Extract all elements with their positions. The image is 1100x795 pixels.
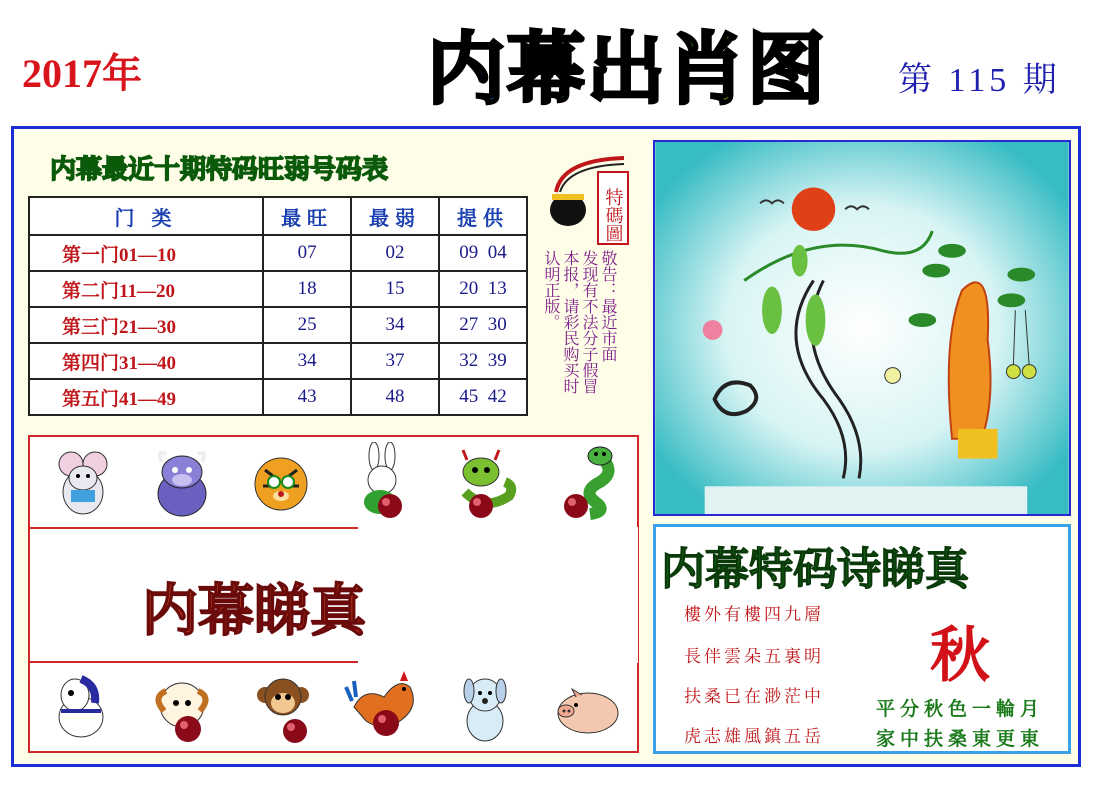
zodiac-row-bottom: [30, 661, 637, 751]
horse-icon: [41, 667, 121, 747]
poem-line: 長伴雲朵五裏明: [684, 647, 824, 667]
poem-title: [657, 528, 1057, 598]
puzzle-picture: [653, 140, 1071, 516]
provide-cell: 20 13: [439, 271, 527, 307]
seal-text: 特碼圖: [602, 188, 624, 242]
notice-line: 敬告：最近市面: [599, 250, 618, 362]
ox-icon: [142, 442, 222, 522]
group-cell: 第一门01—10: [29, 235, 263, 271]
couplet-line: 家中扶桑東更東: [876, 728, 1045, 750]
tiger-icon: [243, 442, 323, 522]
couplet-line: 平分秋色一輪月: [876, 698, 1045, 720]
snake-icon: [546, 442, 626, 522]
table-row: [29, 343, 527, 379]
header-group: 门 类: [29, 197, 263, 235]
rat-icon: [41, 442, 121, 522]
notice-line: 发现有不法分子假冒: [580, 250, 599, 394]
table-row: [29, 307, 527, 343]
hot-cell: 43: [263, 379, 351, 415]
zodiac-row-top: [30, 437, 637, 529]
monkey-icon: [243, 667, 323, 747]
table-header-row: [29, 197, 527, 235]
rooster-icon: [344, 667, 424, 747]
table-row: [29, 271, 527, 307]
header-provide: 提供: [439, 197, 527, 235]
cold-cell: 15: [351, 271, 439, 307]
seal-emblem: [546, 150, 632, 246]
group-cell: 第三门21—30: [29, 307, 263, 343]
rabbit-icon: [344, 442, 424, 522]
table-row: [29, 235, 527, 271]
group-cell: 第二门11—20: [29, 271, 263, 307]
center-title-text: 内幕睇真: [142, 579, 366, 644]
notice-line: 本报，请彩民购买时: [561, 250, 580, 394]
logo-text: 内幕出肖图: [426, 26, 828, 112]
issue-number: 第 115 期: [898, 62, 1061, 99]
poem-line: 樓外有樓四九層: [684, 605, 824, 625]
hot-cell: 07: [263, 235, 351, 271]
table-title: [50, 152, 510, 184]
table-row: [29, 379, 527, 415]
poem-line: 虎志雄風鎮五岳: [684, 727, 824, 747]
hot-cell: 18: [263, 271, 351, 307]
cold-cell: 34: [351, 307, 439, 343]
provide-cell: 09 04: [439, 235, 527, 271]
group-cell: 第五门41—49: [29, 379, 263, 415]
provide-cell: 32 39: [439, 343, 527, 379]
header-hot: 最旺: [263, 197, 351, 235]
cold-cell: 02: [351, 235, 439, 271]
header-cold: 最弱: [351, 197, 439, 235]
dog-icon: [445, 667, 525, 747]
provide-cell: 27 30: [439, 307, 527, 343]
group-cell: 第四门31—40: [29, 343, 263, 379]
poem-line: 扶桑已在渺茫中: [684, 687, 824, 707]
poem-title-text: 内幕特码诗睇真: [661, 544, 969, 595]
year-label: 2017年: [22, 51, 142, 96]
notice-text: [542, 250, 618, 410]
hot-cell: 34: [263, 343, 351, 379]
goat-icon: [142, 667, 222, 747]
cold-cell: 48: [351, 379, 439, 415]
hot-cell: 25: [263, 307, 351, 343]
dragon-icon: [445, 442, 525, 522]
cold-cell: 37: [351, 343, 439, 379]
hot-cold-table: [28, 196, 528, 416]
center-title: [140, 560, 370, 650]
logo: [405, 26, 850, 112]
provide-cell: 45 42: [439, 379, 527, 415]
blank-area: [358, 527, 638, 663]
answer-character: 秋: [930, 621, 990, 691]
table-title-text: 内幕最近十期特码旺弱号码表: [50, 155, 389, 184]
notice-line: 认明正版。: [542, 250, 561, 330]
pig-icon: [546, 667, 626, 747]
